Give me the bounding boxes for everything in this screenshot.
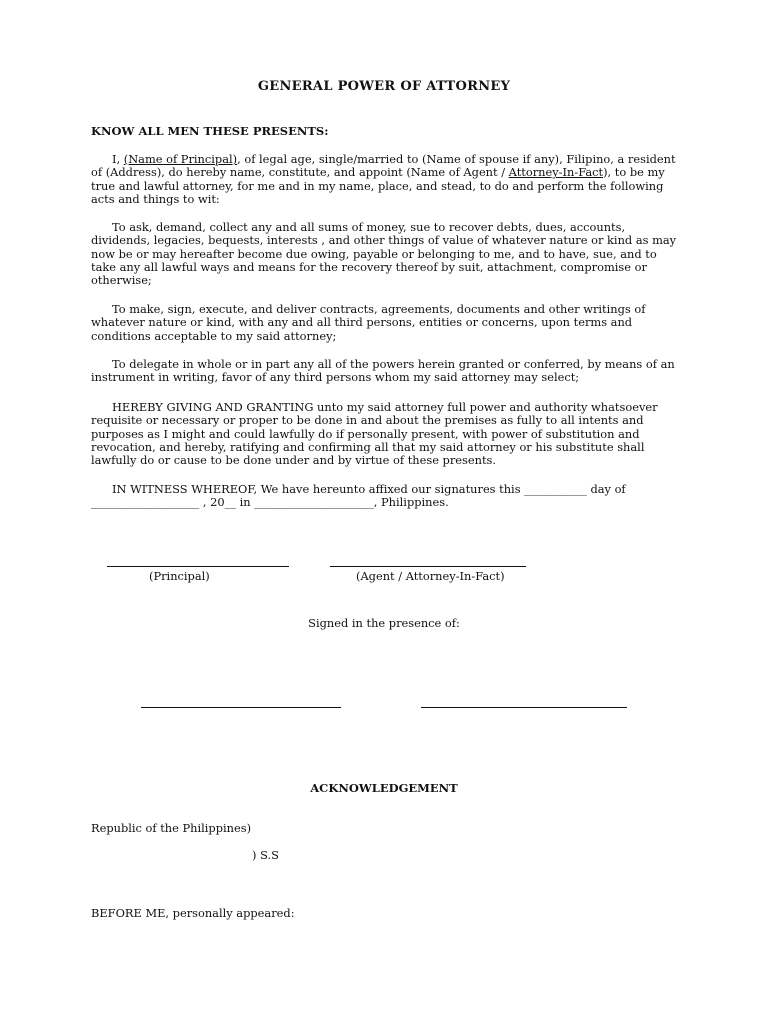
document-title: GENERAL POWER OF ATTORNEY: [257, 79, 511, 94]
witness-line2: ___________________ , 20__ in _____________________, Philippines.: [91, 495, 449, 510]
clause-granting: [91, 401, 681, 467]
clause-collect: [91, 221, 681, 287]
principal-name-placeholder: (Name of Principal): [123, 152, 238, 166]
clause-contracts: [91, 303, 681, 343]
agent-signature-line: [330, 566, 526, 567]
principal-signature-line: [107, 566, 289, 567]
before-me-line: BEFORE ME, personally appeared:: [91, 906, 295, 920]
clause-delegate-text: To delegate in whole or in part any all of the powers herein granted or conferred, by means of an instrument in writing, favor of any third persons whom my said attorney may select;: [91, 357, 675, 385]
clause-collect-text: To ask, demand, collect any and all sums of money, sue to recover debts, dues, accounts, dividends, legacies, bequests, interests , and other things of value of whatever nature or kind as may now be or may hereafter become due owing, payable or belonging to me, and to have, sue, and to take any all lawful ways and means for the recovery thereof by suit, attachment, compromise or otherwise;: [91, 220, 677, 288]
republic-line: Republic of the Philippines): [91, 821, 252, 835]
clause-granting-text: HEREBY GIVING AND GRANTING unto my said attorney full power and authority whatsoever requisite or necessary or proper to be done in and about the premises as fully to all intents and purposes as I might and could lawfully do if personally present, with power of substitution and revocation, and hereby, ratifying and confirming all that my said attorney or his substitute shall lawfully do or cause to be done under and by virtue of these presents.: [91, 400, 658, 468]
principal-label: (Principal): [149, 569, 210, 583]
witness-paragraph: [91, 483, 681, 510]
intro-paragraph: [91, 153, 681, 206]
witness2-signature-line: [421, 707, 627, 708]
intro-part1: I,: [112, 152, 124, 166]
signed-presence: Signed in the presence of:: [308, 616, 460, 630]
clause-delegate: [91, 358, 681, 385]
agent-label: (Agent / Attorney-In-Fact): [356, 569, 505, 583]
know-all-heading: KNOW ALL MEN THESE PRESENTS:: [91, 124, 329, 138]
agent-placeholder: Attorney-In-Fact: [508, 165, 604, 180]
witness-line1: IN WITNESS WHEREOF, We have hereunto affixed our signatures this ___________ day of: [112, 482, 626, 496]
witness1-signature-line: [141, 707, 341, 708]
acknowledgement-heading: ACKNOWLEDGEMENT: [310, 781, 458, 795]
ss-line: ) S.S: [252, 848, 279, 862]
clause-contracts-text: To make, sign, execute, and deliver contracts, agreements, documents and other writings of whatever nature or kind, with any and all third persons, entities or concerns, upon terms and conditions acceptable to my said attorney;: [91, 302, 646, 343]
intro-part2: , of legal age, single/married to (Name of spouse if any), Filipino, a resident of (Address), do hereby name, constitute, and appoint (Name of Agent /: [91, 152, 676, 180]
intro-part3: ), to be my true and lawful attorney, for me and in my name, place, and stead, to do and perform the following acts and things to wit:: [91, 165, 665, 206]
